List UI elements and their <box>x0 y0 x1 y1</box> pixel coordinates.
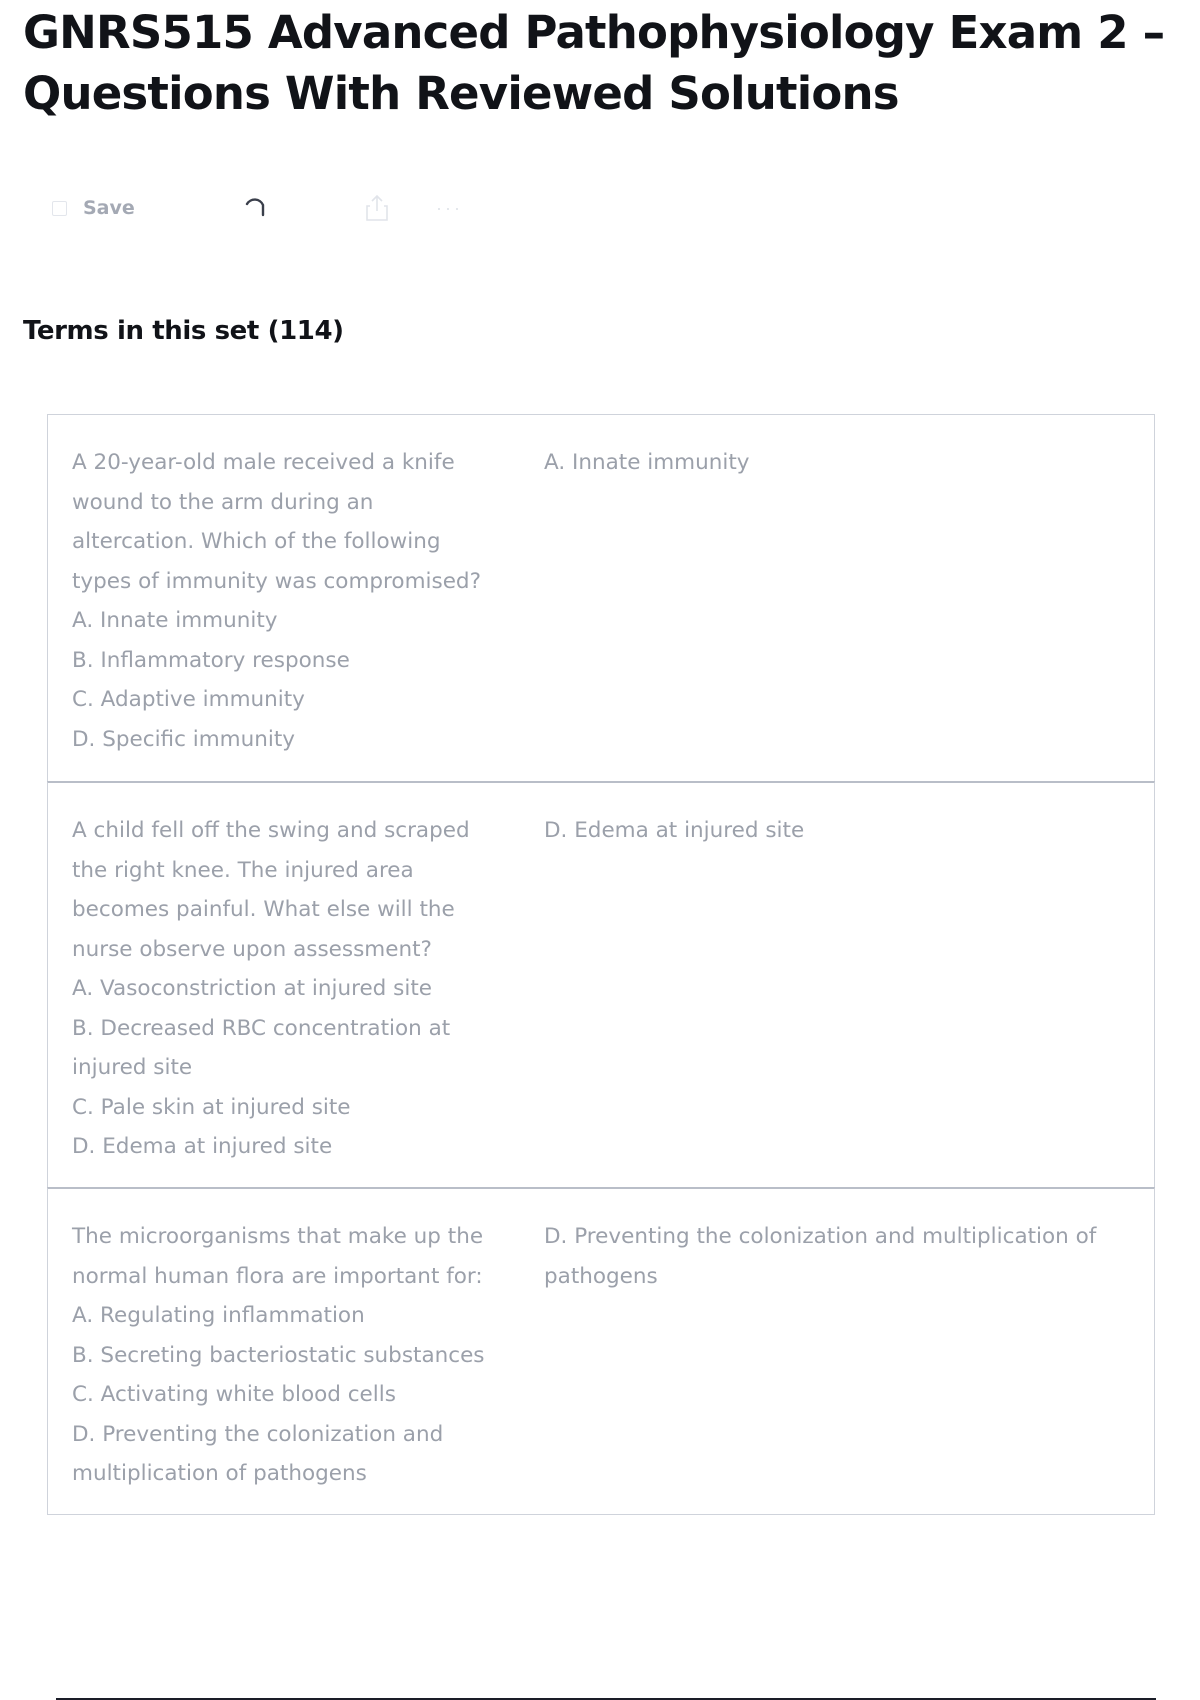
refresh-button[interactable] <box>242 188 268 228</box>
card-definition: D. Preventing the colonization and multiplication of pathogens <box>544 1224 1097 1289</box>
toolbar <box>52 188 512 228</box>
flashcard[interactable] <box>47 781 1155 1188</box>
save-label: Save <box>83 197 135 219</box>
more-icon: ··· <box>436 198 463 218</box>
card-term: The microorganisms that make up the normal human flora are important for: A. Regulating inflammation B. Secreting bacteriostatic substances C. Activating white blood cells D. Preventing the colonization and multiplication of pathogens <box>72 1224 485 1486</box>
terms-count-heading: Terms in this set (114) <box>23 316 344 346</box>
page-title: GNRS515 Advanced Pathophysiology Exam 2 – Questions With Reviewed Solutions <box>23 6 1165 120</box>
card-term: A 20-year-old male received a knife wound to the arm during an altercation. Which of the following types of immunity was compromised? A. Innate immunity B. Inflammatory response C. Adaptive immunity D. Specific immunity <box>72 450 481 752</box>
share-icon <box>364 194 390 222</box>
flashcard[interactable] <box>47 414 1155 782</box>
save-button[interactable] <box>52 188 135 228</box>
share-button[interactable] <box>364 188 390 228</box>
flashcard[interactable] <box>47 1187 1155 1515</box>
more-button[interactable] <box>436 188 463 228</box>
checkbox-icon <box>52 201 67 216</box>
card-term: A child fell off the swing and scraped the right knee. The injured area becomes painful. What else will the nurse observe upon assessment? A. Vasoconstriction at injured site B. Decreased RBC concentration at injured site C. Pale skin at injured site D. Edema at injured site <box>72 818 470 1159</box>
refresh-icon <box>242 195 268 221</box>
card-definition: D. Edema at injured site <box>544 818 805 843</box>
card-definition: A. Innate immunity <box>544 450 750 475</box>
